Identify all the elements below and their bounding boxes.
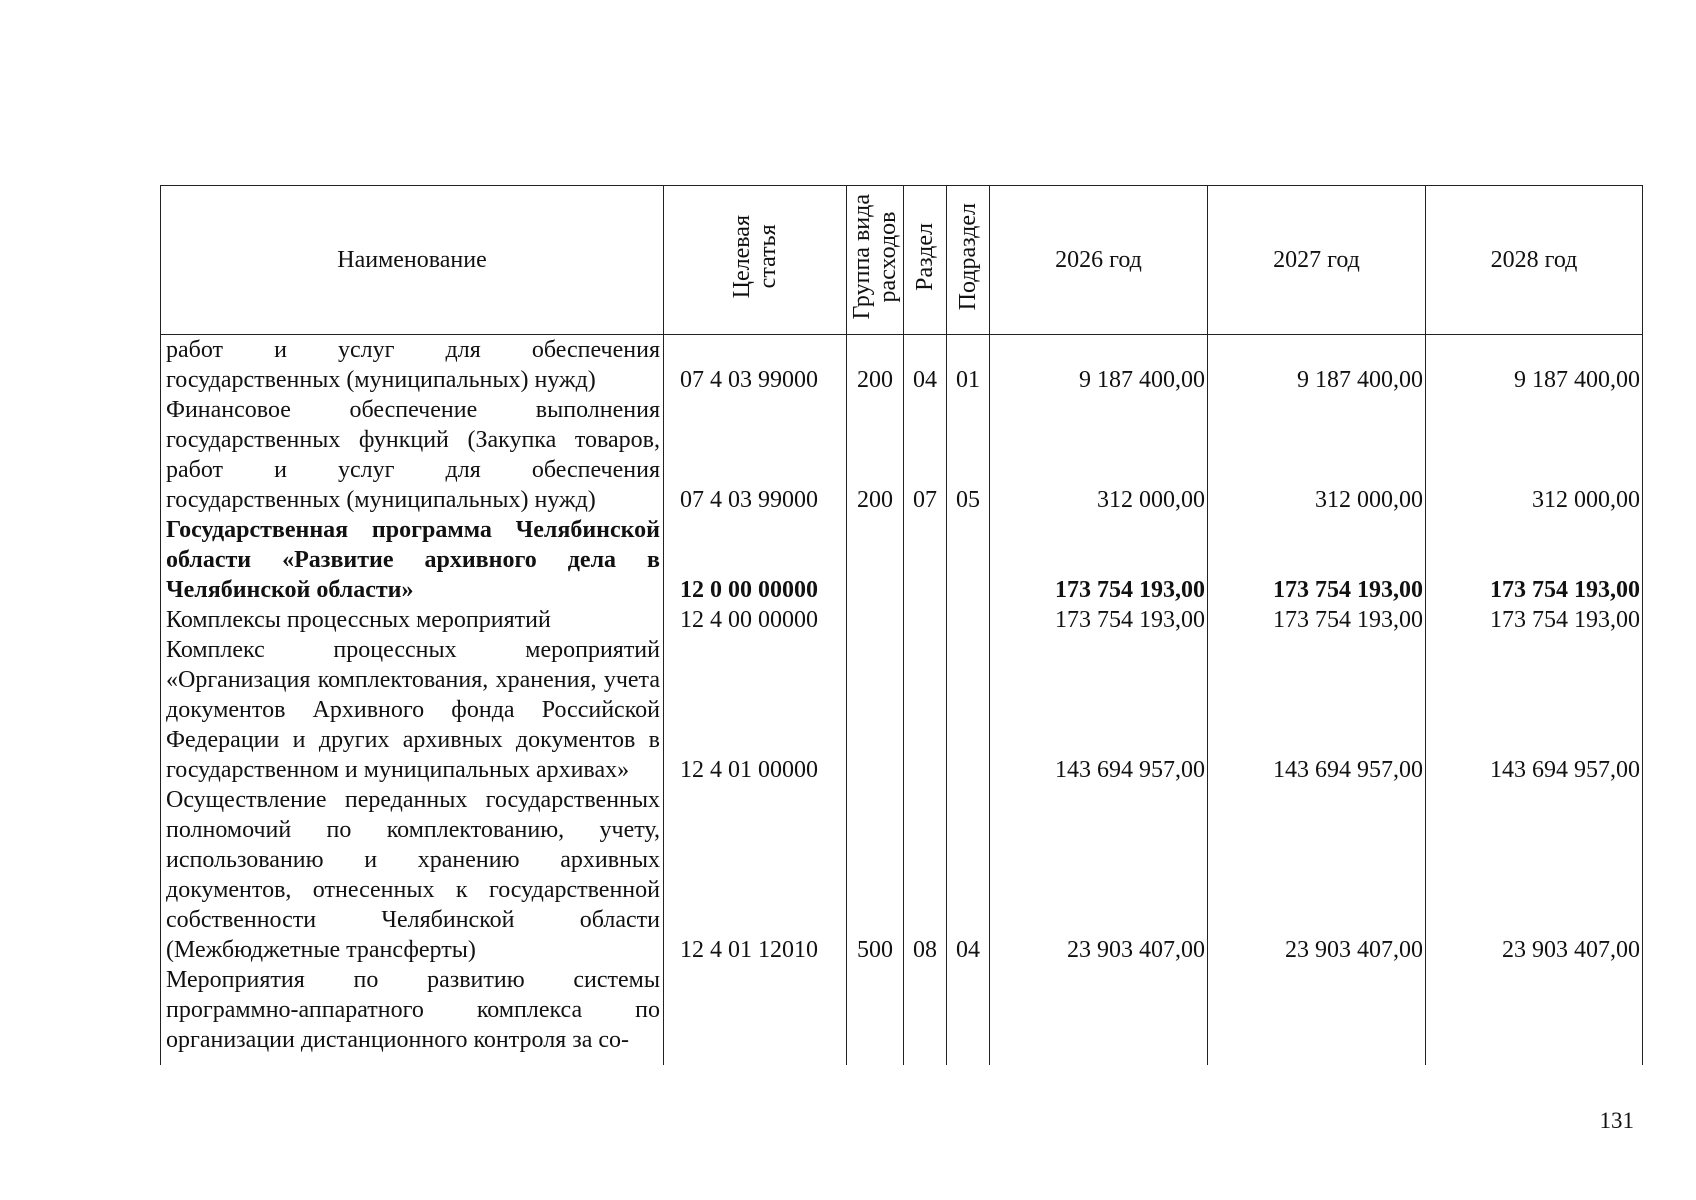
row-section [904,635,947,785]
tail-cell [947,1055,990,1065]
row-group: 500 [847,785,904,965]
row-name: Государственная программа Челябинской области «Развитие архивного дела в Челябинской области» [161,515,664,605]
row-code: 12 4 01 00000 [664,635,847,785]
page-number: 131 [1599,1108,1634,1133]
row-name: работ и услуг для обеспечения государственных (муниципальных) нужд) [161,335,664,395]
row-section: 08 [904,785,947,965]
row-group: 200 [847,395,904,515]
row-subsection [947,515,990,605]
table-row [161,515,1643,605]
row-2027: 173 754 193,00 [1208,605,1426,635]
header-name: Наименование [161,186,664,335]
row-2028: 9 187 400,00 [1426,335,1643,395]
row-group [847,965,904,1055]
row-2028: 173 754 193,00 [1426,605,1643,635]
header-section-text: Раздел [912,222,938,291]
table-header [160,185,1643,335]
table-row [161,605,1643,635]
row-section [904,515,947,605]
row-subsection [947,965,990,1055]
table-row [161,335,1643,395]
row-name: Комплексы процессных мероприятий [161,605,664,635]
row-code [664,965,847,1055]
row-code: 12 4 01 12010 [664,785,847,965]
table-row [161,395,1643,515]
tail-cell [1426,1055,1643,1065]
row-code: 12 0 00 00000 [664,515,847,605]
row-name: Комплекс процессных мероприятий «Организация комплектования, хранения, учета документов Архивного фонда Российской Федерации и других архивных документов в государственном и муниципальных архивах» [161,635,664,785]
row-2026 [990,965,1208,1055]
row-2026: 312 000,00 [990,395,1208,515]
header-2028: 2028 год [1426,186,1643,335]
row-2027 [1208,965,1426,1055]
tail-cell [847,1055,904,1065]
row-code: 07 4 03 99000 [664,395,847,515]
header-2027: 2027 год [1208,186,1426,335]
row-subsection: 01 [947,335,990,395]
row-2026: 143 694 957,00 [990,635,1208,785]
row-name: Финансовое обеспечение выполнения государственных функций (Закупка товаров, работ и услуг для обеспечения государственных (муниципальных) нужд) [161,395,664,515]
row-group [847,515,904,605]
row-name: Мероприятия по развитию системы программно-аппаратного комплекса по организации дистанционного контроля за со- [161,965,664,1055]
header-target-article-text: Целевая статья [729,214,781,299]
table-row [161,965,1643,1055]
row-section [904,965,947,1055]
table-body [160,335,1643,1065]
row-subsection [947,605,990,635]
header-subsection [947,186,990,335]
header-expense-group [847,186,904,335]
tail-cell [161,1055,664,1065]
row-2027: 312 000,00 [1208,395,1426,515]
header-expense-group-text: Группа вида расходов [849,193,901,320]
row-2026: 173 754 193,00 [990,605,1208,635]
row-2026: 173 754 193,00 [990,515,1208,605]
row-code: 12 4 00 00000 [664,605,847,635]
table-row [161,635,1643,785]
row-group: 200 [847,335,904,395]
row-2027: 23 903 407,00 [1208,785,1426,965]
row-2027: 173 754 193,00 [1208,515,1426,605]
tail-cell [1208,1055,1426,1065]
row-section [904,605,947,635]
tail-cell [664,1055,847,1065]
row-name: Осуществление переданных государственных полномочий по комплектованию, учету, использованию и хранению архивных документов, отнесенных к государственной собственности Челябинской области (Межбюджетные трансферты) [161,785,664,965]
row-2026: 9 187 400,00 [990,335,1208,395]
header-2026: 2026 год [990,186,1208,335]
row-code: 07 4 03 99000 [664,335,847,395]
header-section [904,186,947,335]
table-row-tail [161,1055,1643,1065]
row-subsection [947,635,990,785]
row-group [847,605,904,635]
row-group [847,635,904,785]
row-2028: 23 903 407,00 [1426,785,1643,965]
tail-cell [904,1055,947,1065]
header-subsection-text: Подраздел [955,202,981,311]
row-2027: 9 187 400,00 [1208,335,1426,395]
row-2026: 23 903 407,00 [990,785,1208,965]
row-2027: 143 694 957,00 [1208,635,1426,785]
table-row [161,785,1643,965]
tail-cell [990,1055,1208,1065]
header-target-article [664,186,847,335]
row-section: 04 [904,335,947,395]
row-2028: 312 000,00 [1426,395,1643,515]
row-2028 [1426,965,1643,1055]
row-subsection: 04 [947,785,990,965]
row-subsection: 05 [947,395,990,515]
row-section: 07 [904,395,947,515]
row-2028: 143 694 957,00 [1426,635,1643,785]
row-2028: 173 754 193,00 [1426,515,1643,605]
